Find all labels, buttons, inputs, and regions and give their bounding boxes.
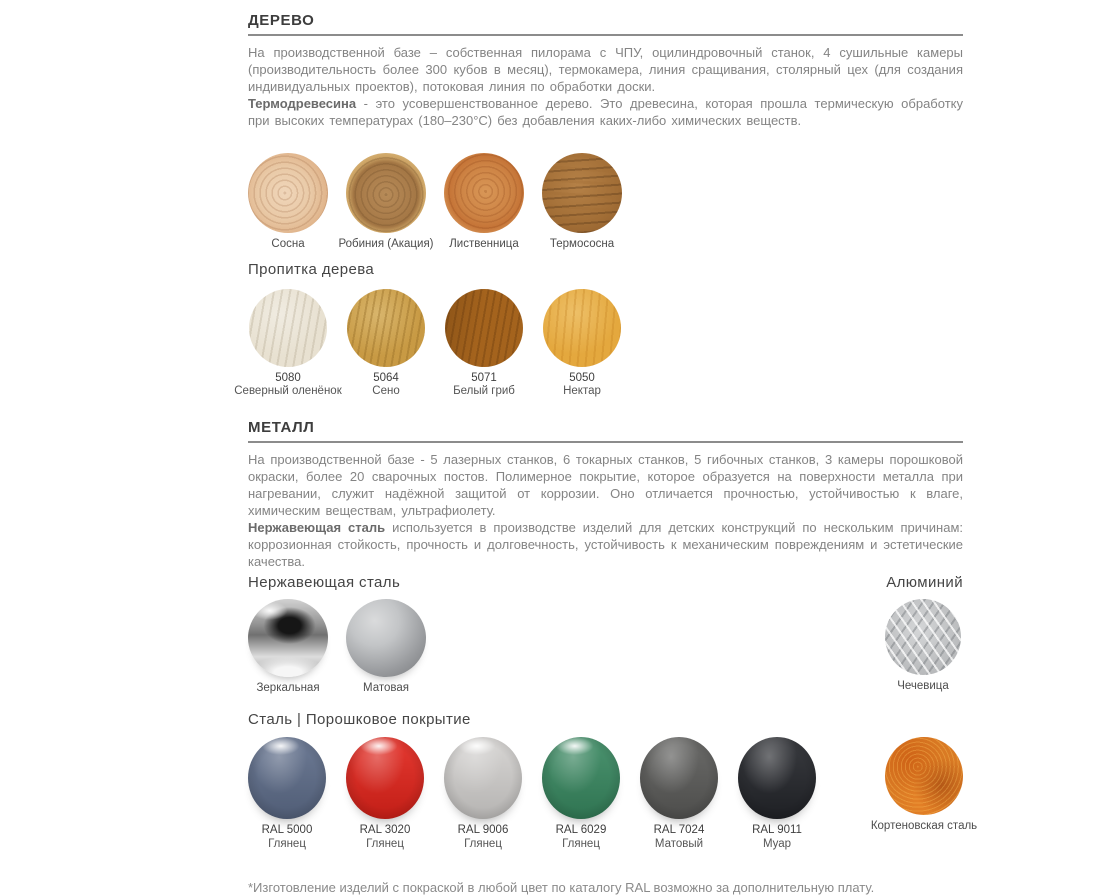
- powder-coating-row: [248, 737, 978, 851]
- ral-5000-ball-image: [248, 737, 326, 819]
- swatch-label: [527, 824, 635, 851]
- metal-section-title: МЕТАЛЛ: [248, 418, 315, 436]
- swatch-5064: [346, 289, 426, 399]
- ral-code: RAL 6029: [555, 824, 607, 836]
- impregnation-name: Белый гриб: [453, 385, 515, 397]
- ral-finish: Глянец: [562, 837, 600, 850]
- swatch-label: Сосна: [271, 238, 305, 250]
- wood-thermo-paragraph: [248, 95, 963, 129]
- pine-wood-image: [248, 153, 328, 233]
- ral-code: RAL 7024: [653, 824, 705, 836]
- impregnation-name: Нектар: [563, 385, 601, 397]
- impregnation-name: Северный оленёнок: [234, 385, 342, 397]
- ral-finish: Глянец: [268, 837, 306, 850]
- swatch-corten-steel: [870, 737, 978, 834]
- swatch-label: [528, 372, 636, 399]
- swatch-label: [429, 824, 537, 851]
- swatch-ral-7024: [640, 737, 718, 851]
- wood-section: [234, 12, 963, 399]
- stainless-term: Нержавеющая сталь: [248, 519, 386, 535]
- metal-intro-paragraph: На производственной базе - 5 лазерных станков, 6 токарных станков, 5 гибочных станков, 3 камеры порошковой окраски, более 20 сварочных постов. Полимерное покрытие, которое образуется на поверхности металла при нагревании, служит надёжной защитой от коррозии. Оно отличается прочностью, устойчивостью к влаге, химическим веществам, ультрафиолету.: [248, 451, 963, 518]
- swatch-label: Зеркальная: [256, 681, 320, 694]
- impregnation-name: Сено: [372, 385, 400, 397]
- impregnation-code: 5080: [275, 371, 301, 384]
- swatch-ral-6029: [542, 737, 620, 851]
- swatch-mirror-steel: [248, 599, 328, 696]
- impregnation-code: 5050: [569, 371, 595, 384]
- wood-species-row: [248, 153, 963, 252]
- ral-finish: Матовый: [654, 837, 704, 850]
- swatch-ral-9006: [444, 737, 522, 851]
- powder-coating-title: Сталь | Порошковое покрытие: [248, 711, 471, 728]
- impregnation-5080-image: [249, 289, 327, 367]
- impregnation-5071-image: [445, 289, 523, 367]
- matte-steel-sphere-image: [346, 599, 426, 677]
- swatch-label: Робиния (Акация): [338, 238, 434, 250]
- aluminum-diamond-plate-image: [885, 599, 961, 675]
- impregnation-title: Пропитка дерева: [248, 260, 375, 278]
- swatch-label: Чечевица: [897, 679, 949, 692]
- swatch-label: [332, 372, 440, 399]
- mirror-steel-sphere-image: [248, 599, 328, 677]
- swatch-label: [233, 824, 341, 851]
- ral-7024-ball-image: [640, 737, 718, 819]
- swatch-larch: [444, 153, 524, 252]
- swatch-label: [625, 824, 733, 851]
- robinia-wood-image: [346, 153, 426, 233]
- swatch-label: [723, 824, 831, 851]
- metal-section: [248, 418, 978, 852]
- wood-section-divider: [248, 34, 963, 36]
- thermo-pine-wood-image: [542, 153, 622, 233]
- swatch-5071: [444, 289, 524, 399]
- ral-9011-ball-image: [738, 737, 816, 819]
- wood-intro-paragraph: На производственной базе – собственная пилорама с ЧПУ, оцилиндровочный станок, 4 сушильные камеры (производительность более 300 кубов в месяц), термокамера, линия сращивания, столярный цех (для создания индивидуальных проектов), потоковая линия по обработки доски.: [248, 45, 963, 94]
- stainless-description: используется в производстве изделий для детских конструкций по нескольким причинам: коррозионная стойкость, прочность и долговечность, устойчивость к механическим повреждениям и эстетические качества.: [248, 519, 964, 569]
- ral-code: RAL 5000: [261, 824, 313, 836]
- impregnation-code: 5071: [471, 371, 497, 384]
- swatch-label: Кортеновская сталь: [870, 820, 978, 832]
- ral-9006-ball-image: [444, 737, 522, 819]
- swatch-ral-3020: [346, 737, 424, 851]
- swatch-5080: [234, 289, 342, 399]
- stainless-steel-title: Нержавеющая сталь: [248, 573, 401, 591]
- ral-finish: Муар: [762, 837, 792, 850]
- corten-steel-image: [885, 737, 963, 815]
- impregnation-5050-image: [543, 289, 621, 367]
- stainless-aluminum-header-row: [248, 574, 963, 591]
- swatch-robinia: [338, 153, 434, 252]
- impregnation-row: [234, 289, 963, 399]
- impregnation-5064-image: [347, 289, 425, 367]
- ral-code: RAL 9011: [752, 824, 802, 836]
- ral-footnote: *Изготовление изделий с покраской в любой цвет по каталогу RAL возможно за дополнительную плату.: [248, 880, 875, 895]
- stainless-paragraph: [248, 519, 963, 570]
- swatch-label: [430, 372, 538, 399]
- ral-code: RAL 3020: [359, 824, 411, 836]
- swatch-ral-5000: [248, 737, 326, 851]
- swatch-matte-steel: [346, 599, 426, 696]
- aluminum-title: Алюминий: [886, 573, 963, 591]
- swatch-5050: [542, 289, 622, 399]
- larch-wood-image: [444, 153, 524, 233]
- swatch-label: Матовая: [363, 681, 409, 694]
- thermo-wood-term: Термодревесина: [248, 96, 357, 111]
- ral-6029-ball-image: [542, 737, 620, 819]
- swatch-label: [234, 372, 342, 399]
- ral-finish: Глянец: [464, 837, 502, 850]
- stainless-aluminum-row: [248, 599, 963, 696]
- ral-3020-ball-image: [346, 737, 424, 819]
- wood-section-title: ДЕРЕВО: [248, 12, 315, 29]
- swatch-pine: [248, 153, 328, 252]
- swatch-label: Лиственница: [449, 238, 519, 250]
- swatch-label: Термососна: [549, 238, 615, 250]
- swatch-aluminum-lentil: [883, 599, 963, 694]
- ral-finish: Глянец: [366, 837, 404, 850]
- swatch-label: [331, 824, 439, 851]
- metal-section-divider: [248, 441, 963, 443]
- impregnation-code: 5064: [373, 371, 399, 384]
- swatch-ral-9011: [738, 737, 816, 851]
- thermo-wood-description: - это усовершенствованное дерево. Это древесина, которая прошла термическую обработку при высоких температурах (180–230°С) без добавления каких-либо химических веществ.: [248, 96, 963, 128]
- swatch-thermo-pine: [542, 153, 622, 252]
- ral-code: RAL 9006: [457, 824, 509, 836]
